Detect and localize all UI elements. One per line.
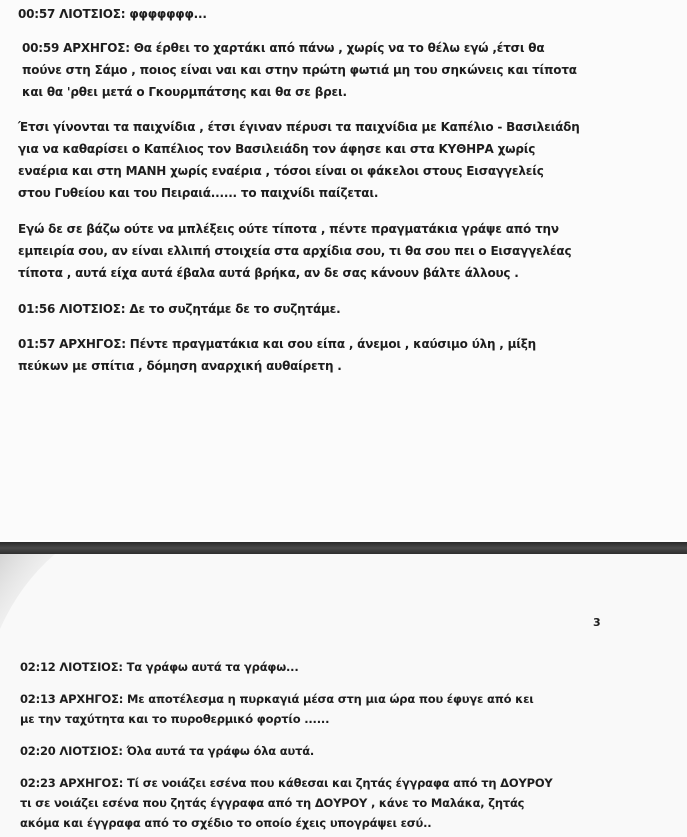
- scan-divider: [0, 542, 687, 554]
- line-0157-archigos-1: 01:57 ΑΡΧΗΓΟΣ: Πέντε πραγματάκια και σου είπα , άνεμοι , καύσιμο ύλη , μίξη: [18, 337, 536, 351]
- line-0059-archigos-3: και θα 'ρθει μετά ο Γκουρμπάτσης και θα σε βρει.: [22, 85, 347, 99]
- line-0059-archigos-1: 00:59 ΑΡΧΗΓΟΣ: Θα έρθει το χαρτάκι από πάνω , χωρίς να το θέλω εγώ ,έτσι θα: [22, 41, 545, 55]
- line-0223-archigos-2: τι σε νοιάζει εσένα που ζητάς έγγραφα από τη ΔΟΥΡΟΥ , κάνε το Μαλάκα, ζητάς: [20, 796, 525, 810]
- paragraph-five-things-2: εμπειρία σου, αν είναι ελλιπή στοιχεία στα αρχίδια σου, τι θα σου πει ο Εισαγγελέας: [18, 244, 572, 258]
- line-0059-archigos-2: πούνε στη Σάμο , ποιος είναι ναι και στην πρώτη φωτιά μη του σηκώνεις και τίποτα: [22, 63, 577, 77]
- page-curl-shadow: [0, 554, 60, 634]
- line-0213-archigos-1: 02:13 ΑΡΧΗΓΟΣ: Με αποτέλεσμα η πυρκαγιά μέσα στη μια ώρα που έφυγε από κει: [20, 692, 534, 706]
- line-0156-liotsios: 01:56 ΛΙΟΤΣΙΟΣ: Δε το συζητάμε δε το συζητάμε.: [18, 302, 341, 316]
- line-0057-liotsios: 00:57 ΛΙΟΤΣΙΟΣ: φφφφφφφ...: [18, 7, 207, 21]
- line-0223-archigos-1: 02:23 ΑΡΧΗΓΟΣ: Τί σε νοιάζει εσένα που κάθεσαι και ζητάς έγγραφα από τη ΔΟΥΡΟΥ: [20, 776, 553, 790]
- paragraph-games-2: για να καθαρίσει ο Καπέλιος τον Βασιλειάδη τον άφησε και στα ΚΥΘΗΡΑ χωρίς: [18, 142, 536, 156]
- line-0212-liotsios: 02:12 ΛΙΟΤΣΙΟΣ: Τα γράφω αυτά τα γράφω...: [20, 660, 299, 674]
- line-0220-liotsios: 02:20 ΛΙΟΤΣΙΟΣ: Όλα αυτά τα γράφω όλα αυτά.: [20, 744, 315, 758]
- paragraph-five-things-3: τίποτα , αυτά είχα αυτά έβαλα αυτά βρήκα, αν δε σας κάνουν βάλτε άλλους .: [18, 266, 519, 280]
- line-0157-archigos-2: πεύκων με σπίτια , δόμηση αναρχική αυθαίρετη .: [18, 359, 342, 373]
- page-number: 3: [593, 616, 601, 629]
- line-0213-archigos-2: με την ταχύτητα και το πυροθερμικό φορτίο ......: [20, 712, 330, 726]
- paragraph-games-4: στου Γυθείου και του Πειραιά...... το παιχνίδι παίζεται.: [18, 186, 379, 200]
- line-0223-archigos-3: ακόμα και έγγραφα από το σχέδιο το οποίο έχεις υπογράψει εσύ..: [20, 816, 432, 830]
- paragraph-games-3: εναέρια και στη ΜΑΝΗ χωρίς εναέρια , τόσοι είναι οι φάκελοι στους Εισαγγελείς: [18, 164, 544, 178]
- paragraph-games-1: Έτσι γίνονται τα παιχνίδια , έτσι έγιναν πέρυσι τα παιχνίδια με Καπέλιο - Βασιλειάδη: [18, 120, 580, 134]
- paragraph-five-things-1: Εγώ δε σε βάζω ούτε να μπλέξεις ούτε τίποτα , πέντε πραγματάκια γράψε από την: [18, 222, 559, 236]
